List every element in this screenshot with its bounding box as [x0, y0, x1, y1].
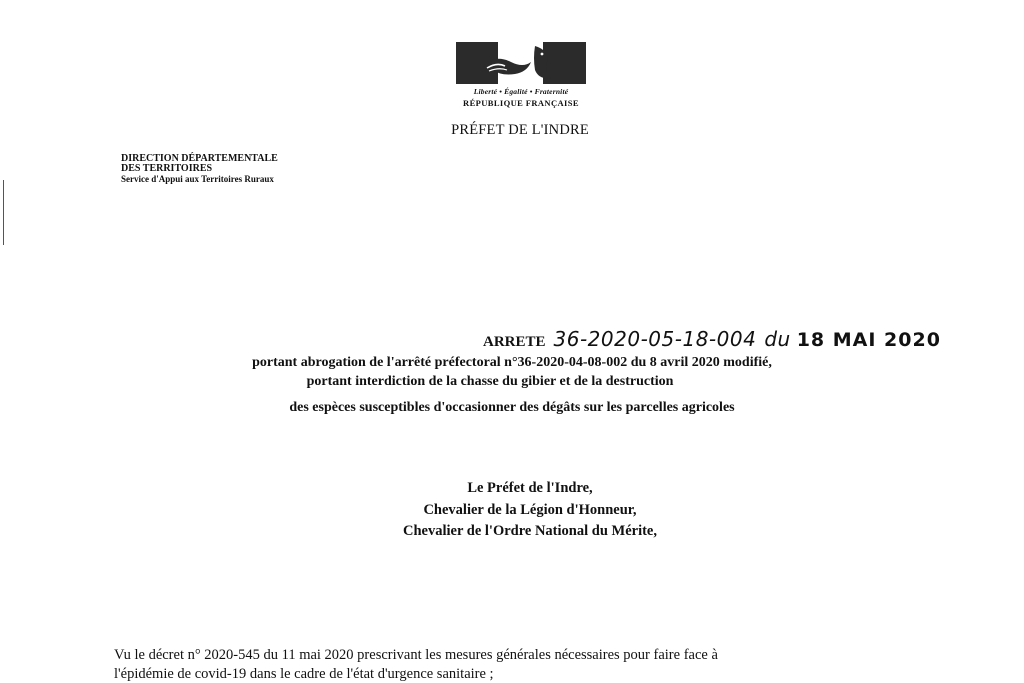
- title-line-1: portant abrogation de l'arrêté préfectoral n°36-2020-04-08-002 du 8 avril 2020 modifié,: [252, 355, 772, 370]
- prefecture-title: PRÉFET DE L'INDRE: [451, 122, 589, 138]
- marianne-logo-icon: [453, 40, 589, 86]
- arrete-du-handwritten: du: [764, 327, 791, 351]
- republic-name: RÉPUBLIQUE FRANÇAISE: [463, 98, 579, 108]
- title-line-2: portant interdiction de la chasse du gibier et de la destruction: [306, 374, 674, 389]
- arrete-heading: [483, 327, 941, 351]
- vu-paragraph-line-1: Vu le décret n° 2020-545 du 11 mai 2020 prescrivant les mesures générales nécessaires pour faire face à: [114, 647, 718, 663]
- prefet-line-1: Le Préfet de l'Indre,: [467, 480, 593, 496]
- prefet-line-2: Chevalier de la Légion d'Honneur,: [423, 502, 637, 518]
- scan-margin-line: [3, 180, 4, 245]
- service-line-1: DIRECTION DÉPARTEMENTALE: [121, 153, 278, 164]
- republique-logo: [451, 40, 591, 108]
- service-block: [121, 154, 278, 184]
- service-line-2: DES TERRITOIRES: [121, 163, 213, 174]
- prefet-line-3: Chevalier de l'Ordre National du Mérite,: [403, 523, 657, 539]
- service-line-3: Service d'Appui aux Territoires Ruraux: [121, 174, 274, 184]
- title-line-3: des espèces susceptibles d'occasionner des dégâts sur les parcelles agricoles: [289, 400, 735, 415]
- motto: Liberté • Égalité • Fraternité: [473, 87, 569, 96]
- arrete-label: ARRETE: [483, 334, 546, 350]
- vu-paragraph-line-2: l'épidémie de covid-19 dans le cadre de l'état d'urgence sanitaire ;: [114, 666, 494, 682]
- arrete-number-handwritten: 36-2020-05-18-004: [553, 327, 757, 351]
- date-stamp: 18 MAI 2020: [796, 329, 941, 351]
